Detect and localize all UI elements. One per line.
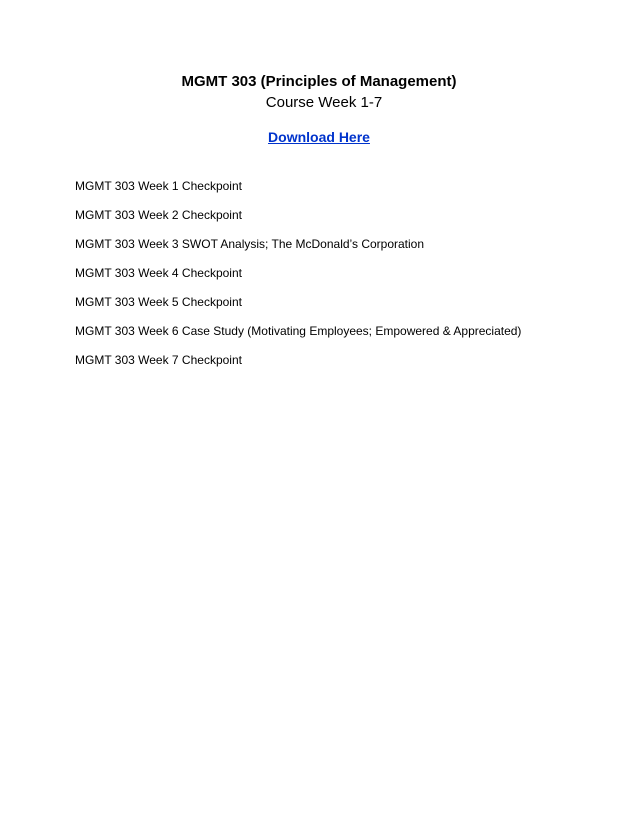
- course-item-week-1: MGMT 303 Week 1 Checkpoint: [75, 179, 242, 193]
- course-item-week-2: MGMT 303 Week 2 Checkpoint: [75, 208, 242, 222]
- document-subtitle: Course Week 1-7: [265, 94, 383, 111]
- course-item-week-4: MGMT 303 Week 4 Checkpoint: [75, 266, 242, 280]
- course-item-week-7: MGMT 303 Week 7 Checkpoint: [75, 353, 242, 367]
- course-item-week-3: MGMT 303 Week 3 SWOT Analysis; The McDonald’s Corporation: [75, 237, 425, 251]
- course-item-week-6: MGMT 303 Week 6 Case Study (Motivating Employees; Empowered & Appreciated): [75, 324, 522, 338]
- download-link-container: [0, 127, 638, 147]
- document-title: MGMT 303 (Principles of Management): [181, 73, 457, 90]
- download-link[interactable]: Download Here: [268, 129, 370, 145]
- course-item-week-5: MGMT 303 Week 5 Checkpoint: [75, 295, 242, 309]
- course-item-list: [75, 178, 615, 381]
